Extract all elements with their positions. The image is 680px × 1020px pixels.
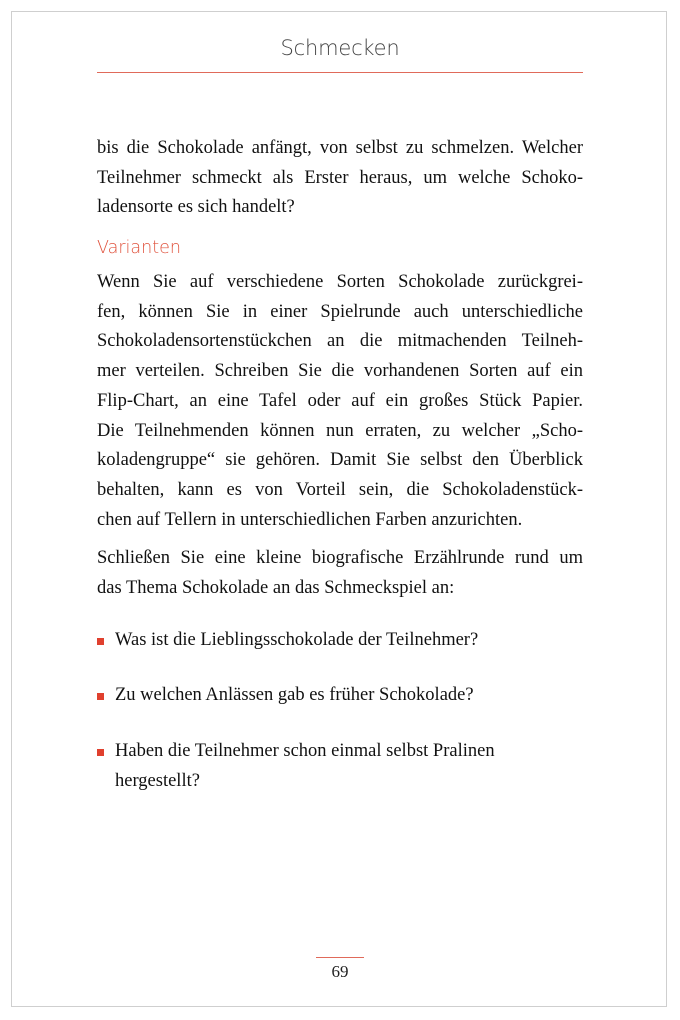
list-item-text (115, 626, 583, 656)
text-line: bis die Schokolade anfängt, von selbst zu schmelzen. Welcher (97, 138, 583, 158)
page-number: 69 (331, 962, 349, 981)
list-item-text (115, 681, 583, 711)
text-line: Was ist die Lieblingsschokolade der Teilnehmer? (115, 630, 479, 650)
text-line: Haben die Teilnehmer schon einmal selbst Pralinen (115, 741, 495, 761)
text-line: fen, können Sie in einer Spielrunde auch unterschiedliche (97, 301, 583, 322)
text-line: Teilnehmer schmeckt als Erster heraus, um welche Schoko- (97, 167, 583, 188)
text-line: das Thema Schokolade an das Schmeckspiel an: (97, 577, 455, 598)
bullet-square-icon (97, 749, 104, 756)
text-line: Schokoladensortenstückchen an die mitmachenden Teilneh- (97, 331, 583, 352)
paragraph-continuation (97, 134, 583, 223)
section-heading: Varianten (97, 238, 181, 258)
bullet-square-icon (97, 638, 104, 645)
paragraph-erzaehlrunde (97, 544, 583, 603)
text-line: ladensorte es sich handelt? (97, 197, 295, 218)
header-rule (97, 72, 583, 73)
paragraph-varianten (97, 268, 583, 535)
text-line: behalten, kann es von Vorteil sein, die Schokoladenstück- (97, 479, 583, 500)
text-line: hergestellt? (115, 770, 200, 791)
footer-rule (316, 957, 364, 958)
text-line: Die Teilnehmenden können nun erraten, zu welcher „Scho- (97, 420, 583, 441)
text-line: Schließen Sie eine kleine biografische Erzählrunde rund um (97, 548, 583, 568)
bullet-square-icon (97, 693, 104, 700)
text-line: koladengruppe“ sie gehören. Damit Sie selbst den Überblick (97, 450, 583, 471)
text-line: Flip-Chart, an eine Tafel oder auf ein großes Stück Papier. (97, 390, 583, 411)
text-line: mer verteilen. Schreiben Sie die vorhandenen Sorten auf ein (97, 361, 583, 382)
text-line: Wenn Sie auf verschiedene Sorten Schokolade zurückgrei- (97, 272, 583, 292)
text-line: chen auf Tellern in unterschiedlichen Farben anzurichten. (97, 509, 523, 530)
list-item-text (115, 737, 583, 796)
text-line: Zu welchen Anlässen gab es früher Schokolade? (115, 685, 474, 705)
running-head: Schmecken (280, 36, 400, 60)
